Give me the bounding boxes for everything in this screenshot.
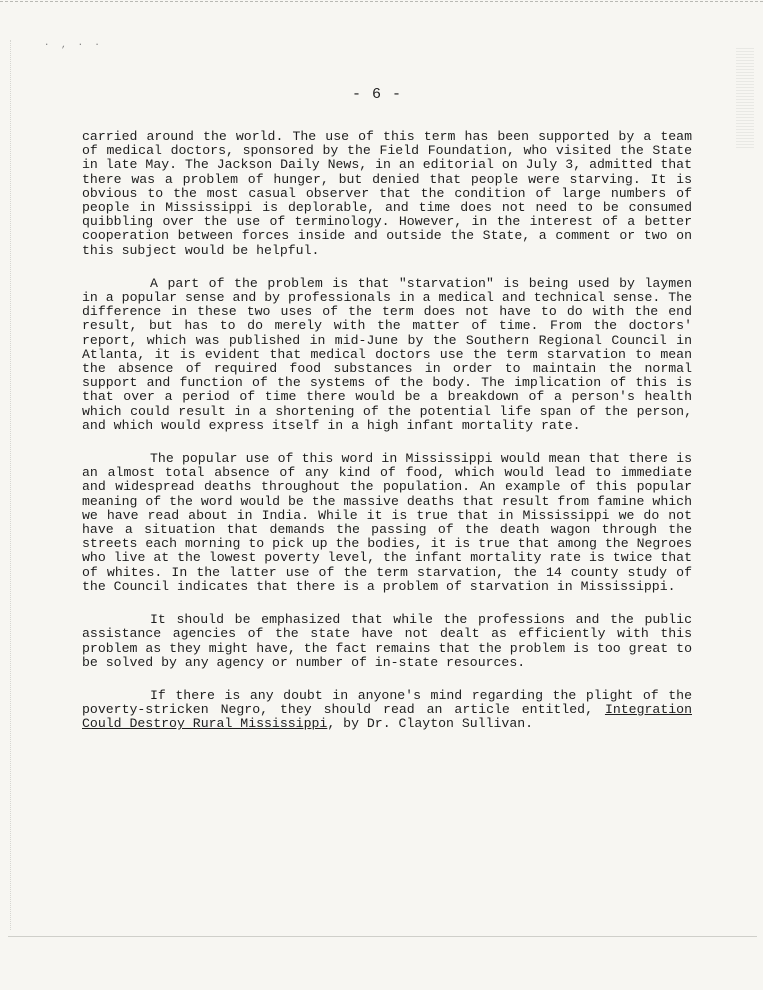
paragraph-3: The popular use of this word in Mississippi would mean that there is an almost total absence of any kind of food, which would lead to immediate and widespread deaths throughout the population. An example of this popular meaning of the word would be the massive deaths that result from famine which we have read about in India. While it is true that in Mississippi we do not have a situation that demands the passing of the death wagon through the streets each morning to pick up the bodies, it is true that among the Negroes who live at the lowest poverty level, the infant mortality rate is twice that of whites. In the latter use of the term starvation, the 14 county study of the Council indicates that there is a problem of starvation in Mississippi. bbox=[82, 451, 692, 594]
paragraph-5 bbox=[82, 689, 692, 732]
document-body bbox=[82, 130, 692, 751]
scan-noise bbox=[736, 48, 754, 148]
page-number: - 6 - bbox=[352, 86, 403, 103]
page-top-edge bbox=[0, 1, 763, 2]
page-bottom-edge bbox=[8, 936, 757, 937]
article-title: Integration Could Destroy Rural Mississippi bbox=[82, 702, 692, 732]
paragraph-4: It should be emphasized that while the professions and the public assistance agencies of the state have not dealt as efficiently with this problem as they might have, the fact remains that the problem is too great to be solved by any agency or number of in-state resources. bbox=[82, 612, 692, 670]
page-left-edge bbox=[10, 40, 11, 930]
paragraph-5-tail: , by Dr. Clayton Sullivan. bbox=[327, 716, 534, 732]
paragraph-5-lead: If there is any doubt in anyone's mind regarding the plight of the poverty-stricken Negro, they should read an article entitled, bbox=[82, 687, 692, 718]
paragraph-2: A part of the problem is that "starvation" is being used by laymen in a popular sense and by professionals in a medical and technical sense. The difference in these two uses of the term does not have to do with the end result, but has to do merely with the matter of time. From the doctors' report, which was published in mid-June by the Southern Regional Council in Atlanta, it is evident that medical doctors use the term starvation to mean the absence of required food substances in order to maintain the normal support and function of the systems of the body. The implication of this is that over a period of time there would be a breakdown of a person's health which could result in a shortening of the potential life span of the person, and which would express itself in a high infant mortality rate. bbox=[82, 275, 692, 433]
paragraph-1: carried around the world. The use of this term has been supported by a team of medical doctors, sponsored by the Field Foundation, who visited the State in late May. The Jackson Daily News, in an editorial on July 3, admitted that there was a problem of hunger, but denied that people were starving. It is obvious to the most casual observer that the condition of large numbers of people in Mississippi is deplorable, and time does not need to be consumed quibbling over the use of terminology. However, in the interest of a better cooperation between forces inside and outside the State, a comment or two on this subject would be helpful. bbox=[82, 129, 692, 258]
scan-specks: · ‚ · · bbox=[44, 40, 103, 50]
